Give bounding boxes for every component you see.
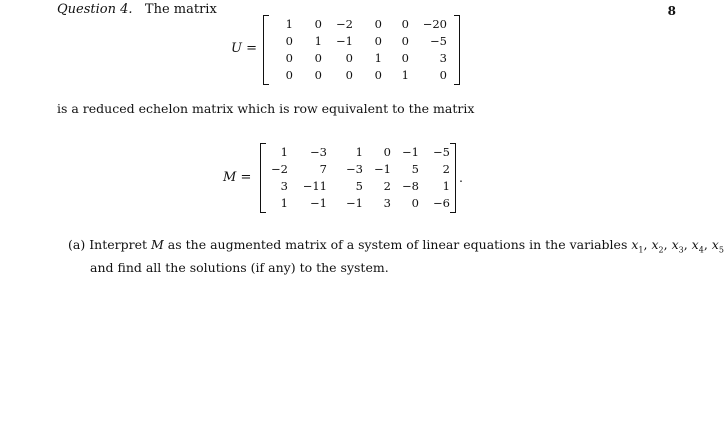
matrix-u-entry: 0	[285, 34, 293, 48]
matrix-u-entry: 1	[374, 51, 382, 65]
part-a	[68, 236, 724, 276]
matrix-m-entry: −6	[433, 196, 450, 210]
matrix-m-entry: −8	[402, 179, 419, 193]
matrix-u-entry: 0	[401, 34, 409, 48]
matrix-m-entry: 2	[383, 179, 391, 193]
matrix-u-entry: 1	[401, 68, 409, 82]
matrix-m-entry: −2	[271, 162, 288, 176]
matrix-m-entry: −5	[433, 145, 450, 159]
variable: $x_5$	[711, 237, 724, 255]
matrix-m-entry: 1	[280, 145, 288, 159]
part-a-line1	[68, 236, 724, 259]
matrix-u-entry: −20	[422, 17, 447, 31]
matrix-m-entry: −1	[310, 196, 327, 210]
variable: $x_1$	[631, 237, 644, 255]
matrix-u-entry: 0	[401, 51, 409, 65]
matrix-m-name: M	[223, 170, 237, 185]
matrix-m-entry: 5	[355, 179, 363, 193]
variable: $x_2$	[651, 237, 664, 255]
matrix-u-entry: 0	[345, 51, 353, 65]
matrix-u-right-bracket	[454, 15, 460, 85]
matrix-u-entry: 0	[374, 68, 382, 82]
part-a-text-before: Interpret	[89, 237, 147, 252]
matrix-m-entry: 7	[319, 162, 327, 176]
matrix-m-row	[268, 161, 450, 178]
matrix-m-entry: 0	[383, 145, 391, 159]
matrix-u-left-bracket	[263, 15, 269, 85]
question-intro: The matrix	[144, 2, 217, 17]
matrix-u-row	[271, 16, 447, 33]
matrix-m-entry: 2	[442, 162, 450, 176]
matrix-m-row	[268, 144, 450, 161]
matrix-m-entry: 1	[280, 196, 288, 210]
matrix-m-entry: −1	[346, 196, 363, 210]
question-label: Question 4.	[57, 2, 133, 17]
matrix-m-entry: 1	[355, 145, 363, 159]
part-a-matrix-ref: M	[150, 237, 164, 252]
matrix-m-row	[268, 195, 450, 212]
matrix-m-entry: 3	[383, 196, 391, 210]
part-a-label: (a)	[68, 237, 86, 252]
matrix-m-entry: −11	[302, 179, 327, 193]
matrix-u-entry: 1	[285, 17, 293, 31]
matrix-m-entry: 0	[411, 196, 419, 210]
matrix-u-grid	[271, 16, 447, 84]
matrix-u-entry: 0	[439, 68, 447, 82]
matrix-m-entry: −1	[402, 145, 419, 159]
question-heading	[57, 2, 217, 17]
matrix-m-equals: =	[240, 170, 252, 185]
matrix-u-name: U	[231, 41, 242, 56]
matrix-u-row	[271, 33, 447, 50]
matrix-m-left-bracket	[260, 143, 266, 213]
part-a-variables: $x_1$, $x_2$, $x_3$, $x_4$, $x_5$	[631, 237, 724, 255]
matrix-m-label	[223, 170, 251, 185]
matrix-u-entry: 0	[374, 34, 382, 48]
matrix-m-entry: 3	[280, 179, 288, 193]
matrix-m-grid	[268, 144, 450, 212]
matrix-u-entry: −1	[336, 34, 353, 48]
matrix-m-row	[268, 178, 450, 195]
matrix-m-period: .	[459, 170, 463, 185]
matrix-u-label	[231, 41, 257, 56]
matrix-u	[263, 15, 460, 85]
matrix-u-entry: 0	[374, 17, 382, 31]
matrix-u-entry: 0	[285, 51, 293, 65]
matrix-m-entry: 5	[411, 162, 419, 176]
matrix-u-entry: 0	[314, 51, 322, 65]
matrix-m-right-bracket	[450, 143, 456, 213]
matrix-u-entry: 1	[314, 34, 322, 48]
variable: $x_3$	[671, 237, 684, 255]
matrix-u-row	[271, 67, 447, 84]
matrix-u-entry: −5	[430, 34, 447, 48]
matrix-u-entry: 0	[314, 17, 322, 31]
matrix-u-row	[271, 50, 447, 67]
matrix-u-entry: 0	[285, 68, 293, 82]
middle-text: is a reduced echelon matrix which is row equivalent to the matrix	[57, 101, 475, 116]
matrix-u-entry: 0	[314, 68, 322, 82]
matrix-m-entry: 1	[442, 179, 450, 193]
matrix-u-entry: −2	[336, 17, 353, 31]
variable: $x_4$	[691, 237, 704, 255]
matrix-m-entry: −3	[346, 162, 363, 176]
matrix-m-entry: −1	[374, 162, 391, 176]
page-number: 8	[667, 4, 676, 18]
part-a-line2: and find all the solutions (if any) to the system.	[90, 259, 389, 275]
matrix-u-entry: 0	[401, 17, 409, 31]
matrix-u-entry: 3	[439, 51, 447, 65]
part-a-text-after: as the augmented matrix of a system of linear equations in the variables	[167, 237, 628, 252]
matrix-u-entry: 0	[345, 68, 353, 82]
matrix-m	[260, 143, 456, 213]
matrix-u-equals: =	[246, 41, 258, 56]
matrix-m-entry: −3	[310, 145, 327, 159]
